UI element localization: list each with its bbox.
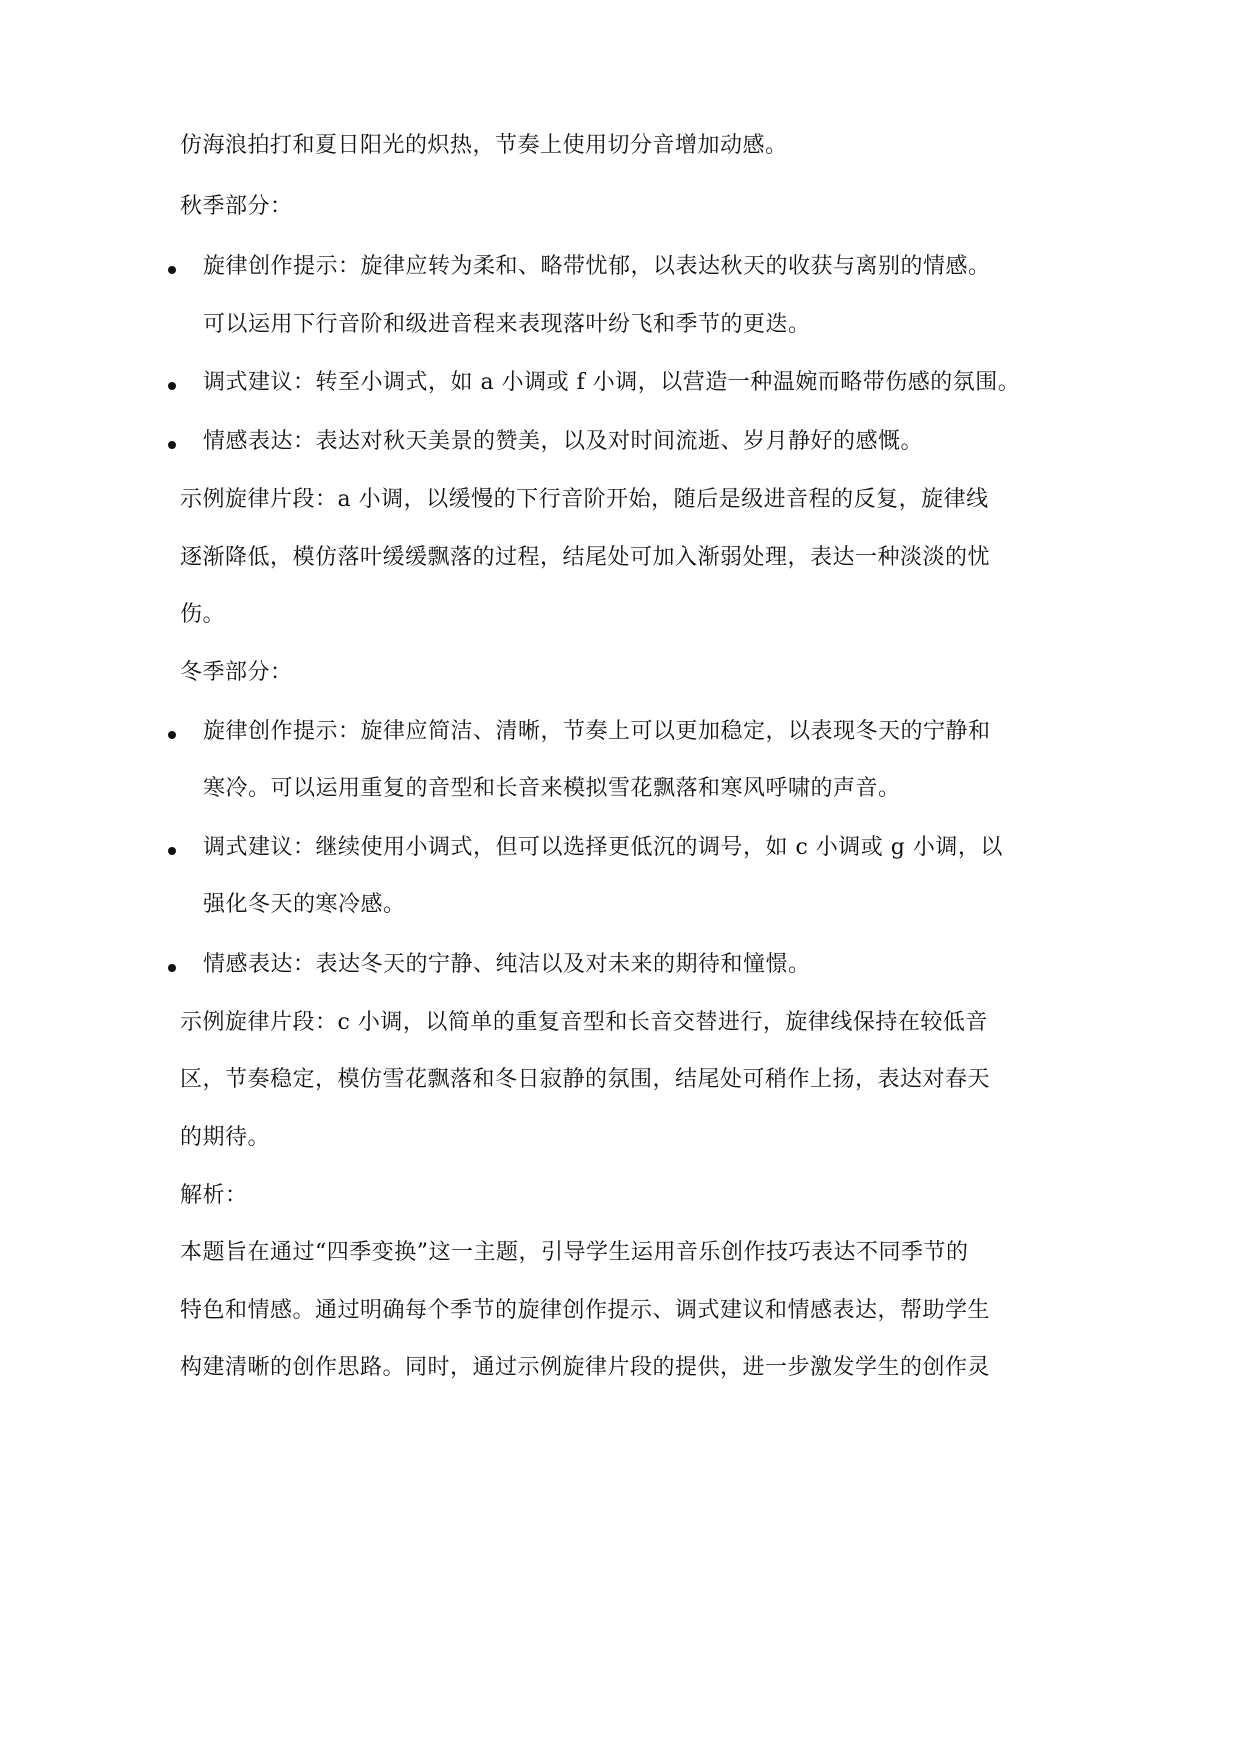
autumn-bullet-melody-line2: 可以运用下行音阶和级进音程来表现落叶纷飞和季节的更迭。 — [203, 312, 811, 337]
analysis-heading: 解析： — [180, 1183, 248, 1208]
winter-bullet-emotion: 情感表达：表达冬天的宁静、纯洁以及对未来的期待和憧憬。 — [203, 952, 811, 977]
winter-bullet-mode-line1: 调式建议：继续使用小调式，但可以选择更低沉的调号，如 c 小调或 g 小调，以 — [203, 835, 1003, 860]
analysis-line2: 特色和情感。通过明确每个季节的旋律创作提示、调式建议和情感表达，帮助学生 — [180, 1298, 991, 1323]
bullet-dot-icon — [168, 964, 176, 972]
analysis-line1: 本题旨在通过“四季变换”这一主题，引导学生运用音乐创作技巧表达不同季节的 — [180, 1240, 969, 1265]
autumn-example-line3: 伤。 — [180, 602, 226, 627]
bullet-dot-icon — [168, 731, 176, 739]
winter-bullet-melody-line2: 寒冷。可以运用重复的音型和长音来模拟雪花飘落和寒风呼啸的声音。 — [203, 776, 901, 801]
bullet-dot-icon — [168, 382, 176, 390]
winter-bullet-mode-line2: 强化冬天的寒冷感。 — [203, 892, 406, 917]
summer-tail-text: 仿海浪拍打和夏日阳光的炽热，节奏上使用切分音增加动感。 — [180, 133, 788, 158]
autumn-bullet-mode: 调式建议：转至小调式，如 a 小调或 f 小调，以营造一种温婉而略带伤感的氛围。 — [203, 370, 1021, 395]
bullet-dot-icon — [168, 441, 176, 449]
autumn-example-line2: 逐渐降低，模仿落叶缓缓飘落的过程，结尾处可加入渐弱处理，表达一种淡淡的忧 — [180, 545, 991, 570]
analysis-line3: 构建清晰的创作思路。同时，通过示例旋律片段的提供，进一步激发学生的创作灵 — [180, 1355, 991, 1380]
autumn-heading: 秋季部分： — [180, 194, 293, 219]
winter-heading: 冬季部分： — [180, 660, 293, 685]
winter-example-line1: 示例旋律片段：c 小调，以简单的重复音型和长音交替进行，旋律线保持在较低音 — [180, 1010, 988, 1035]
bullet-dot-icon — [168, 266, 176, 274]
autumn-bullet-melody-line1: 旋律创作提示：旋律应转为柔和、略带忧郁，以表达秋天的收获与离别的情感。 — [203, 254, 991, 279]
bullet-dot-icon — [168, 847, 176, 855]
autumn-bullet-emotion: 情感表达：表达对秋天美景的赞美，以及对时间流逝、岁月静好的感慨。 — [203, 429, 924, 454]
winter-bullet-melody-line1: 旋律创作提示：旋律应简洁、清晰，节奏上可以更加稳定，以表现冬天的宁静和 — [203, 719, 991, 744]
winter-example-line3: 的期待。 — [180, 1125, 271, 1150]
winter-example-line2: 区，节奏稳定，模仿雪花飘落和冬日寂静的氛围，结尾处可稍作上扬，表达对春天 — [180, 1067, 991, 1092]
autumn-example-line1: 示例旋律片段：a 小调，以缓慢的下行音阶开始，随后是级进音程的反复，旋律线 — [180, 487, 989, 512]
